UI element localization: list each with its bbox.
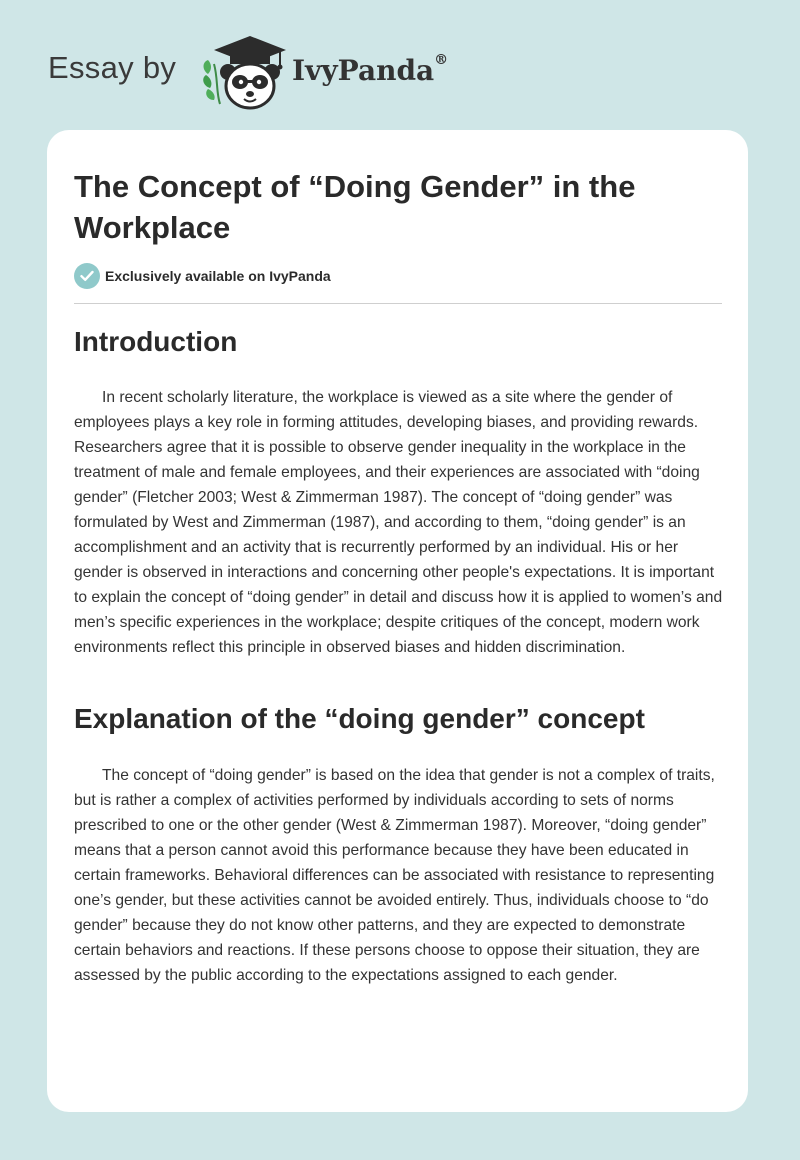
exclusive-label: Exclusively available on IvyPanda	[105, 268, 331, 284]
title-divider	[74, 303, 722, 304]
section-heading-introduction: Introduction	[74, 326, 238, 357]
site-header	[48, 30, 548, 110]
essay-title: The Concept of “Doing Gender” in the Workplace	[74, 169, 636, 245]
section-paragraph-introduction: In recent scholarly literature, the workplace is viewed as a site where the gender of employees plays a key role in forming attitudes, developing biases, and providing rewards. Researchers agree that it is possible to observe gender inequality in the workplace in the treatment of male and female employees, and their experiences are associated with “doing gender” (Fletcher 2003; West & Zimmerman 1987). The concept of “doing gender” was formulated by West and Zimmerman (1987), and according to them, “doing gender” is an accomplishment and an activity that is recurrently performed by an individual. His or her gender is observed in interactions and concerning other people's expectations. It is important to explain the concept of “doing gender” in detail and discuss how it is applied to women’s and men’s specific experiences in the workplace; despite critiques of the concept, modern work environments reflect this principle in observed biases and hidden discrimination.	[74, 389, 723, 656]
section-heading-explanation: Explanation of the “doing gender” concept	[74, 703, 645, 734]
exclusive-badge	[74, 263, 331, 289]
panda-graduate-icon[interactable]	[200, 34, 290, 112]
essay-by-label: Essay by	[48, 50, 177, 85]
section-paragraph-explanation: The concept of “doing gender” is based on the idea that gender is not a complex of traits, but is rather a complex of activities performed by individuals according to sets of norms prescribed to one or the other gender (West & Zimmerman 1987). Moreover, “doing gender” means that a person cannot avoid this performance because they have been educated in certain frameworks. Behavioral differences can be associated with resistance to representing one’s gender, but these activities cannot be avoided entirely. Thus, individuals choose to “do gender” because they do not know other patterns, and they are expected to demonstrate certain behaviors and reactions. If these persons choose to oppose their situation, they are assessed by the public according to the expectations assigned to each gender.	[74, 767, 715, 984]
brand-name[interactable]: IvyPanda®	[292, 52, 449, 87]
essay-card	[47, 130, 748, 1112]
check-circle-icon	[74, 263, 100, 289]
registered-mark: ®	[434, 52, 449, 68]
